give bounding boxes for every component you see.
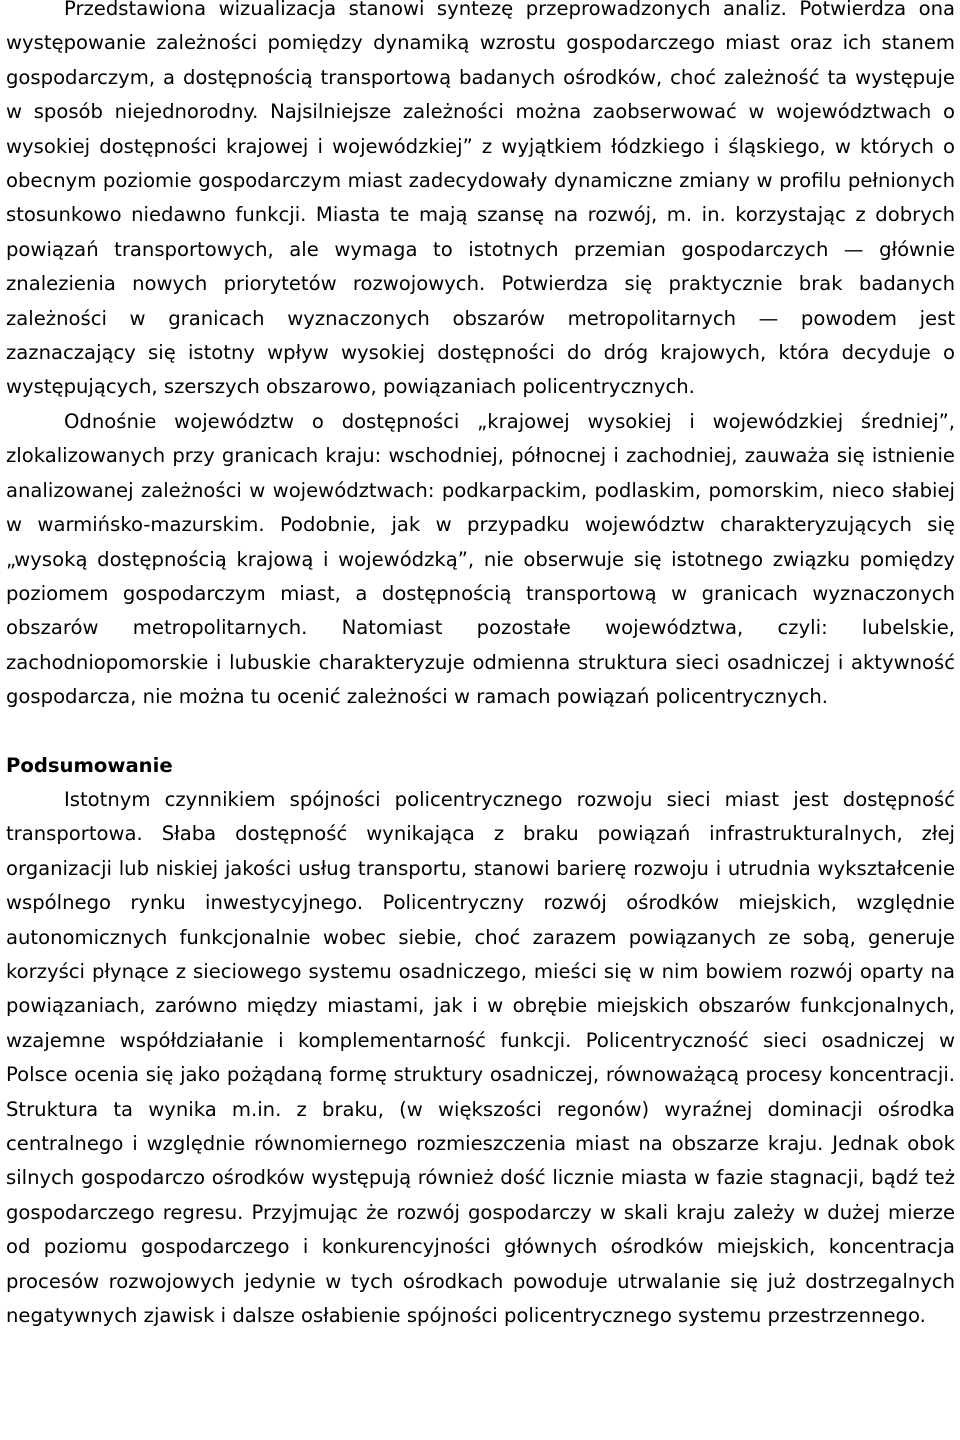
body-paragraph-1: Przedstawiona wizualizacja stanowi syntezę przeprowadzonych analiz. Potwierdza ona występowanie zależności pomiędzy dynamiką wzrostu gospodarczego miast oraz ich stanem gospodarczym, a dostępnością transportową badanych ośrodków, choć zależność ta występuje w sposób niejednorodny. Najsilniejsze zależności można zaobserwować w województwach o wysokiej dostępności krajowej i wojewódzkiej” z wyjątkiem łódzkiego i śląskiego, w których o obecnym poziomie gospodarczym miast zadecydowały dynamiczne zmiany w profilu pełnionych stosunkowo niedawno funkcji. Miasta te mają szansę na rozwój, m. in. korzystając z dobrych powiązań transportowych, ale wymaga to istotnych przemian gospodarczych — głównie znalezienia nowych priorytetów rozwojowych. Potwierdza się praktycznie brak badanych zależności w granicach wyznaczonych obszarów metropolitarnych — powodem jest zaznaczający się istotny wpływ wysokiej dostępności do dróg krajowych, która decyduje o występujących, szerszych obszarowo, powiązaniach policentrycznych.: [6, 0, 955, 399]
document-page: [6, 0, 955, 1333]
section-heading: Podsumowanie: [6, 753, 173, 777]
body-paragraph-2: Odnośnie województw o dostępności „krajowej wysokiej i wojewódzkiej średniej”, zlokalizowanych przy granicach kraju: wschodniej, północnej i zachodniej, zauważa się istnienie analizowanej zależności w województwach: podkarpackim, podlaskim, pomorskim, nieco słabiej w warmińsko-mazurskim. Podobnie, jak w przypadku województw charakteryzujących się „wysoką dostępnością krajową i wojewódzką”, nie obserwuje się istotnego związku pomiędzy poziomem gospodarczym miast, a dostępnością transportową w granicach wyznaczonych obszarów metropolitarnych. Natomiast pozostałe województwa, czyli: lubelskie, zachodniopomorskie i lubuskie charakteryzuje odmienna struktura sieci osadniczej i aktywność gospodarcza, nie można tu ocenić zależności w ramach powiązań policentrycznych.: [6, 409, 955, 709]
summary-paragraph: Istotnym czynnikiem spójności policentrycznego rozwoju sieci miast jest dostępność transportowa. Słaba dostępność wynikająca z braku powiązań infrastrukturalnych, złej organizacji lub niskiej jakości usług transportu, stanowi barierę rozwoju i utrudnia wykształcenie wspólnego rynku inwestycyjnego. Policentryczny rozwój ośrodków miejskich, względnie autonomicznych funkcjonalnie wobec siebie, choć zarazem powiązanych ze sobą, generuje korzyści płynące z sieciowego systemu osadniczego, mieści się w nim bowiem rozwój oparty na powiązaniach, zarówno między miastami, jak i w obrębie miejskich obszarów funkcjonalnych, wzajemne współdziałanie i komplementarność funkcji. Policentryczność sieci osadniczej w Polsce ocenia się jako pożądaną formę struktury osadniczej, równoważącą procesy koncentracji. Struktura ta wynika m.in. z braku, (w większości regonów) wyraźnej dominacji ośrodka centralnego i względnie równomiernego rozmieszczenia miast na obszarze kraju. Jednak obok silnych gospodarczo ośrodków występują również dość licznie miasta w fazie stagnacji, bądź też gospodarczego regresu. Przyjmując że rozwój gospodarczy w skali kraju zależy w dużej mierze od poziomu gospodarczego i konkurencyjności głównych ośrodków miejskich, koncentracja procesów rozwojowych jedynie w tych ośrodkach powoduje utrwalanie się już dostrzegalnych negatywnych zjawisk i dalsze osłabienie spójności policentrycznego systemu przestrzennego.: [6, 787, 955, 1328]
